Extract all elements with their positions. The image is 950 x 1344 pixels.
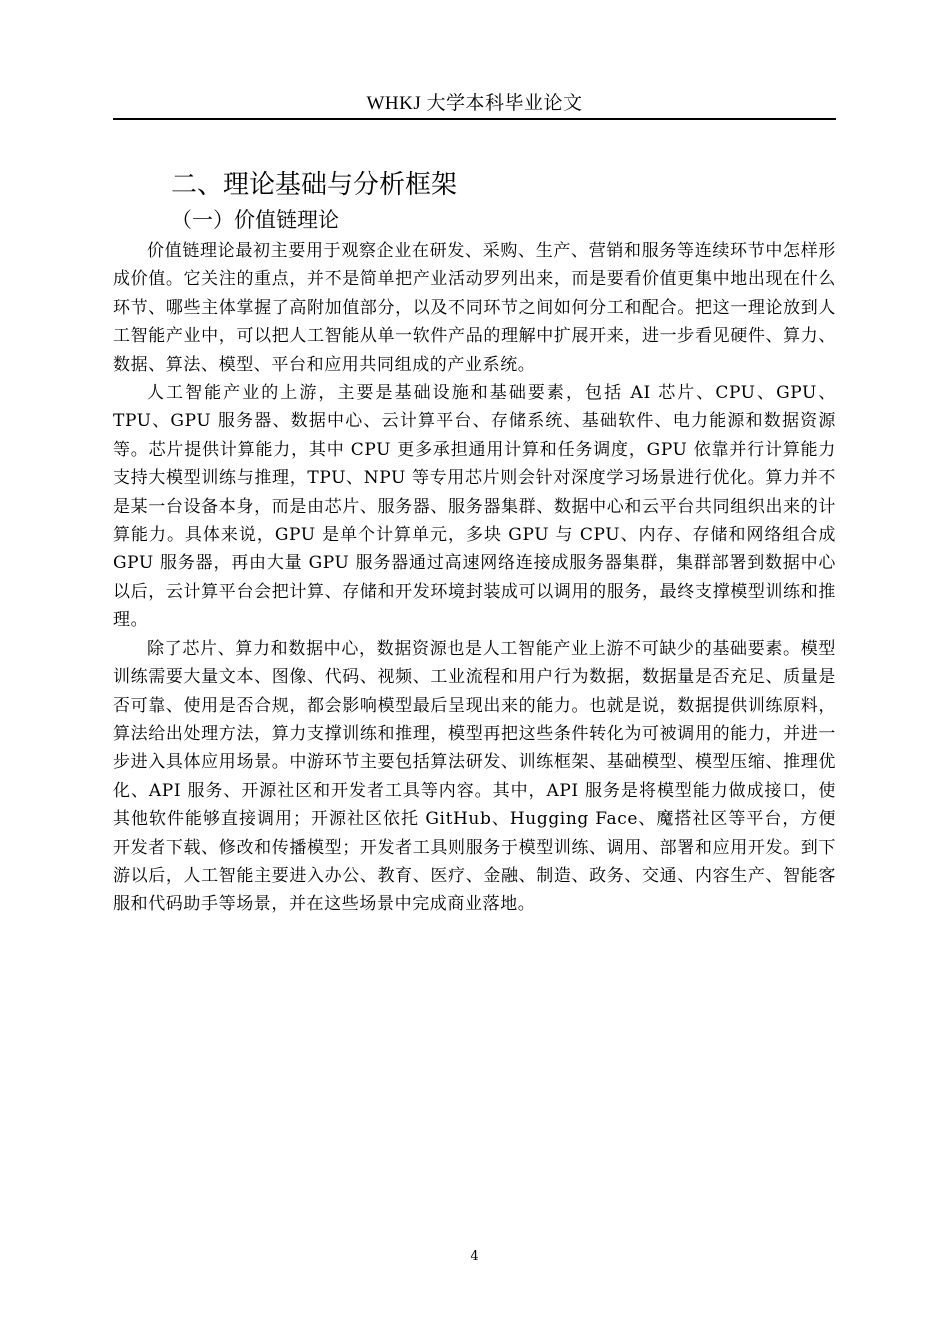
body-text [113, 237, 836, 919]
paragraph: 除了芯片、算力和数据中心，数据资源也是人工智能产业上游不可缺少的基础要素。模型训练需要大量文本、图像、代码、视频、工业流程和用户行为数据，数据量是否充足、质量是否可靠、使用是否合规，都会影响模型最后呈现出来的能力。也就是说，数据提供训练原料，算法给出处理方法，算力支撑训练和推理，模型再把这些条件转化为可被调用的能力，并进一步进入具体应用场景。中游环节主要包括算法研发、训练框架、基础模型、模型压缩、推理优化、API 服务、开源社区和开发者工具等内容。其中，API 服务是将模型能力做成接口，使其他软件能够直接调用；开源社区依托 GitHub、Hugging Face、魔搭社区等平台，方便开发者下载、修改和传播模型；开发者工具则服务于模型训练、调用、部署和应用开发。到下游以后，人工智能主要进入办公、教育、医疗、金融、制造、政务、交通、内容生产、智能客服和代码助手等场景，并在这些场景中完成商业落地。 [113, 638, 836, 915]
page-number: 4 [470, 1249, 479, 1264]
header-rule [113, 118, 836, 120]
paragraph: 人工智能产业的上游，主要是基础设施和基础要素，包括 AI 芯片、CPU、GPU、TPU、GPU 服务器、数据中心、云计算平台、存储系统、基础软件、电力能源和数据资源等。芯片提供计算能力，其中 CPU 更多承担通用计算和任务调度，GPU 依靠并行计算能力支持大模型训练与推理，TPU、NPU 等专用芯片则会针对深度学习场景进行优化。算力并不是某一台设备本身，而是由芯片、服务器、服务器集群、数据中心和云平台共同组织出来的计算能力。具体来说，GPU 是单个计算单元，多块 GPU 与 CPU、内存、存储和网络组合成 GPU 服务器，再由大量 GPU 服务器通过高速网络连接成服务器集群，集群部署到数据中心以后，云计算平台会把计算、存储和开发环境封装成可以调用的服务，最终支撑模型训练和推理。 [113, 383, 836, 631]
running-header: WHKJ 大学本科毕业论文 [366, 93, 583, 114]
section-title: （一）价值链理论 [171, 208, 339, 232]
chapter-title: 二、理论基础与分析框架 [171, 170, 458, 200]
paragraph: 价值链理论最初主要用于观察企业在研发、采购、生产、营销和服务等连续环节中怎样形成价值。它关注的重点，并不是简单把产业活动罗列出来，而是要看价值更集中地出现在什么环节、哪些主体掌握了高附加值部分，以及不同环节之间如何分工和配合。把这一理论放到人工智能产业中，可以把人工智能从单一软件产品的理解中扩展开来，进一步看见硬件、算力、数据、算法、模型、平台和应用共同组成的产业系统。 [113, 241, 836, 375]
